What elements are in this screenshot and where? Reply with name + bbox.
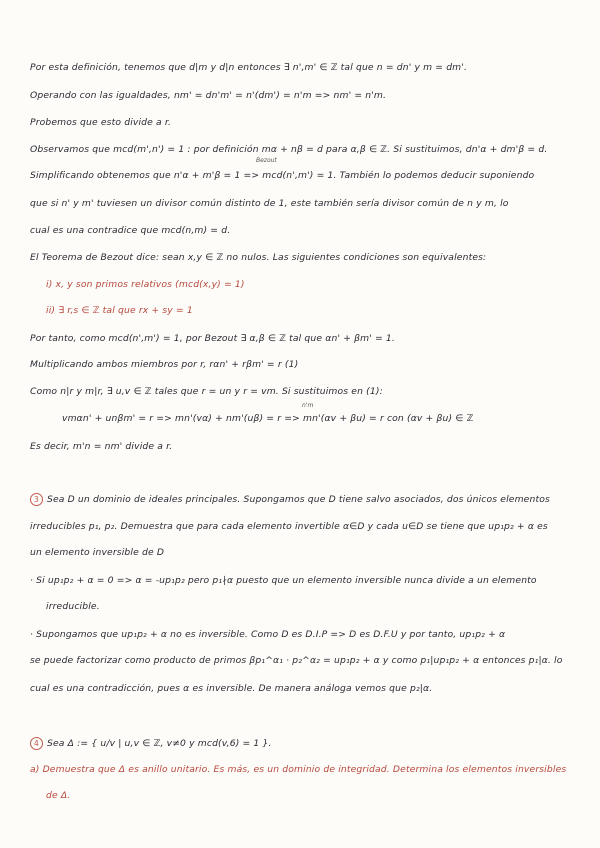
- exercise-4-statement: [30, 737, 578, 750]
- text-line: se puede factorizar como producto de primos βp₁^α₁ · p₂^α₂ = up₁p₂ + α y como p₁|up₁p₂ + α entonces p₁|α. lo: [30, 655, 563, 666]
- text-line: Operando con las igualdades, nm' = dn'm' = n'(dm') = n'm => nm' = n'm.: [30, 90, 387, 101]
- text-line: Sea D un dominio de ideales principales. Supongamos que D tiene salvo asociados, dos únicos elementos: [47, 494, 550, 505]
- text-line: Es decir, m'n = nm' divide a r.: [30, 441, 173, 452]
- exercise-number-badge: 4: [30, 737, 43, 750]
- text-line: que si n' y m' tuviesen un divisor común distinto de 1, este también sería divisor común de n y m, lo: [30, 198, 509, 209]
- text-line: · Si up₁p₂ + α = 0 => α = -up₁p₂ pero p₁∤α puesto que un elemento inversible nunca divide a un elemento: [30, 575, 537, 586]
- text-line: Probemos que esto divide a r.: [30, 117, 172, 128]
- text-line: Por tanto, como mcd(n',m') = 1, por Bezout ∃ α,β ∈ ℤ tal que αn' + βm' = 1.: [30, 333, 395, 344]
- text-line: irreducibles p₁, p₂. Demuestra que para cada elemento invertible α∈D y cada u∈D se tiene que up₁p₂ + α es: [30, 521, 548, 532]
- exercise-number-badge: 3: [30, 493, 43, 506]
- bezout-annotation: Bezout: [256, 157, 277, 164]
- text-line: Como n|r y m|r, ∃ u,v ∈ ℤ tales que r = un y r = vm. Si sustituimos en (1):: [30, 386, 383, 397]
- bezout-theorem-line: [30, 252, 578, 264]
- text-line: El Teorema de Bezout dice: sean x,y ∈ ℤ no nulos. Las siguientes condiciones son equivalentes:: [30, 252, 487, 263]
- text-line: Observamos que mcd(m',n') = 1 : por definición mα + nβ = d para α,β ∈ ℤ. Si sustituimos, dn'α + dm'β = d.: [30, 144, 548, 155]
- nm-annotation: n'm: [302, 402, 314, 409]
- text-line: Multiplicando ambos miembros por r, rαn' + rβm' = r (1): [30, 359, 299, 370]
- text-line: Por esta definición, tenemos que d|m y d|n entonces ∃ n',m' ∈ ℤ tal que n = dn' y m = dm'.: [30, 62, 468, 73]
- text-line: cual es una contradice que mcd(n,m) = d.: [30, 225, 231, 236]
- condition-ii: ii) ∃ r,s ∈ ℤ tal que rx + sy = 1: [46, 305, 193, 316]
- text-line: un elemento inversible de D: [30, 547, 165, 558]
- exercise-3-statement: [30, 493, 578, 506]
- text-line: Sea Δ := { u/v | u,v ∈ ℤ, v≠0 y mcd(v,6) = 1 }.: [47, 738, 272, 749]
- text-line: a) Demuestra que Δ es anillo unitario. Es más, es un dominio de integridad. Determina los elementos inversibles: [30, 764, 567, 775]
- text-line: vmαn' + unβm' = r => mn'(vα) + nm'(uβ) = r => mn'(αv + βu) = r con (αv + βu) ∈ ℤ: [62, 413, 474, 424]
- text-line: · Supongamos que up₁p₂ + α no es inversible. Como D es D.I.P => D es D.F.U y por tanto, up₁p₂ + α: [30, 629, 506, 640]
- condition-i: i) x, y son primos relativos (mcd(x,y) = 1): [46, 279, 245, 290]
- text-line: de Δ.: [46, 790, 71, 801]
- text-line: cual es una contradicción, pues α es inversible. De manera análoga vemos que p₂|α.: [30, 683, 433, 694]
- text-line: irreducible.: [46, 601, 100, 612]
- text-line: Simplificando obtenemos que n'α + m'β = 1 => mcd(n',m') = 1. También lo podemos deducir suponiendo: [30, 170, 535, 181]
